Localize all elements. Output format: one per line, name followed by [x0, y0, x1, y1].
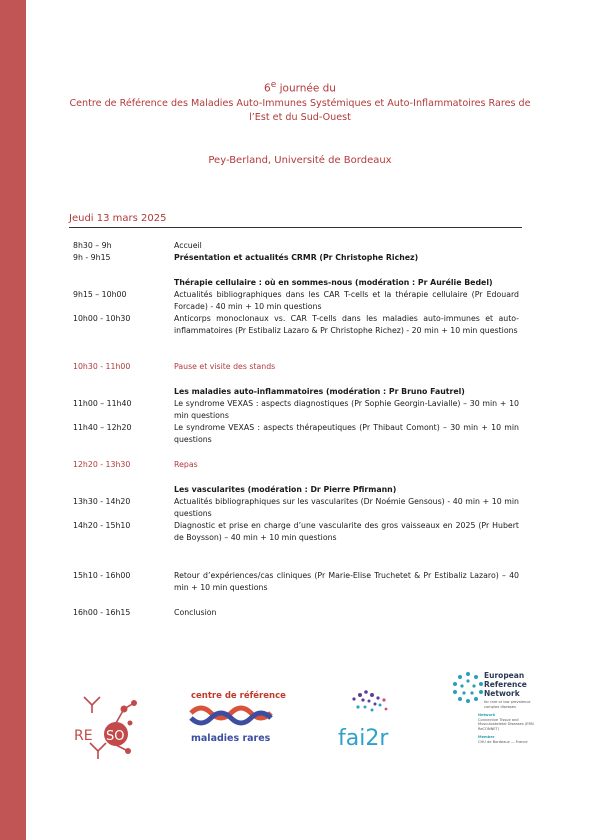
fai2r-logo — [330, 683, 410, 763]
ern-title — [484, 671, 527, 698]
ern-network-label: Network — [478, 713, 496, 717]
ern-dot-ring-icon — [452, 671, 484, 703]
ern-network-block — [478, 713, 538, 731]
ern-title-line1: European — [484, 671, 525, 680]
svg-text:centre de référence: centre de référence — [191, 691, 286, 701]
ern-title-line3: Network — [484, 689, 520, 698]
ern-title-line2: Reference — [484, 680, 527, 689]
centre-reference-wave-icon — [188, 687, 286, 757]
center-name: Centre de Référence des Maladies Auto-Immunes Systémiques et Auto-Inflammatoires Rares de l’Est et du Sud-Ouest — [69, 98, 531, 123]
fai2r-dots-icon — [330, 683, 410, 763]
reso-logo — [68, 683, 148, 763]
svg-text:fai2r: fai2r — [338, 726, 389, 751]
event-date: Jeudi 13 mars 2025 — [69, 213, 167, 224]
ern-member-name: CHU de Bordeaux — France — [478, 739, 528, 744]
ern-member-label: Member — [478, 735, 495, 739]
partner-logos — [0, 665, 590, 775]
svg-text:RE: RE — [74, 728, 93, 744]
ern-network-name: Connective Tissue and Musculoskeletal Diseases (ERN ReCONNET) — [478, 717, 534, 731]
ern-logo — [448, 667, 538, 777]
centre-reference-logo — [188, 687, 286, 757]
svg-text:maladies rares: maladies rares — [191, 733, 271, 744]
event-title: 6e journée du — [264, 80, 336, 95]
event-location: Pey-Berland, Université de Bordeaux — [208, 155, 392, 166]
ern-tagline: for rare or low prevalence complex diseases — [484, 700, 531, 709]
ern-member-block — [478, 735, 538, 744]
reso-molecule-icon — [68, 683, 148, 763]
date-divider — [69, 227, 522, 228]
svg-text:SO: SO — [106, 729, 125, 744]
